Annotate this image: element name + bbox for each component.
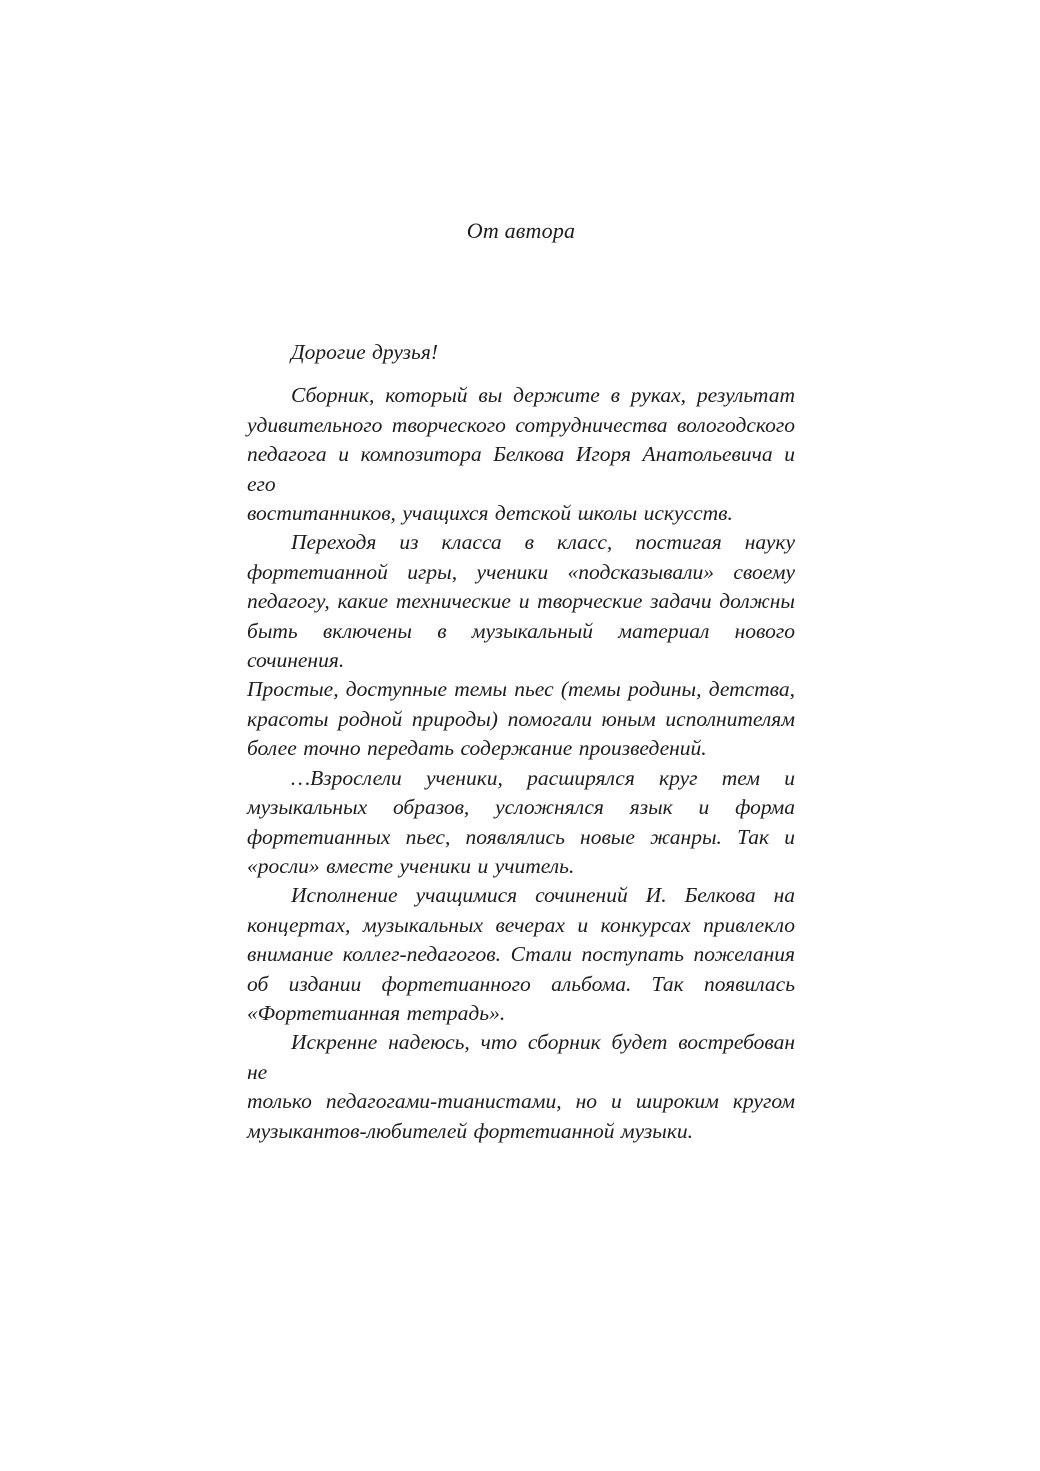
text-line: Простые, доступные темы пьес (темы родины, детства, [247, 677, 795, 702]
text-line: удивительного творческого сотрудничества вологодского [247, 412, 795, 437]
paragraph [247, 881, 795, 1028]
text-line: более точно передать содержание произведений. [247, 736, 707, 761]
text-line: «Фортетианная тетрадь». [247, 1000, 506, 1025]
text-line: музыкантов-любителей фортетианной музыки. [247, 1118, 694, 1143]
paragraph [247, 528, 795, 763]
text-line: Переходя из класса в класс, постигая науку [291, 530, 795, 555]
text-line: Сборник, который вы держите в руках, результат [291, 383, 795, 408]
page-title: От автора [466, 218, 576, 243]
paragraph [247, 381, 795, 528]
text-line: Исполнение учащимися сочинений И. Белкова на [291, 883, 795, 908]
text-line: Искренне надеюсь, что сборник будет востребован не [247, 1030, 795, 1084]
text-line: внимание коллег-педагогов. Стали поступать пожелания [247, 942, 795, 967]
text-line: быть включены в музыкальный материал нового сочинения. [247, 618, 795, 673]
paragraph [247, 1028, 795, 1146]
text-line: концертах, музыкальных вечерах и конкурсах привлекло [247, 912, 795, 937]
text-line: воститанников, учащихся детской школы искусств. [247, 501, 733, 526]
text-line: педагогу, какие технические и творческие задачи должны [247, 589, 795, 614]
text-line: педагога и композитора Белкова Игоря Анатольевича и его [247, 442, 795, 496]
text-line: об издании фортетианного альбома. Так появилась [247, 971, 795, 996]
body-text [247, 338, 795, 1146]
text-line: музыкальных образов, усложнялся язык и форма [247, 795, 795, 820]
text-line: фортетианных пьес, появлялись новые жанры. Так и [247, 824, 795, 849]
paragraph [247, 764, 795, 882]
text-line: …Взрослели ученики, расширялся круг тем и [291, 765, 795, 790]
text-line: «росли» вместе ученики и учитель. [247, 853, 575, 878]
text-line: только педагогами-тианистами, но и широким кругом [247, 1089, 795, 1114]
text-line: красоты родной природы) помогали юным исполнителям [247, 706, 795, 731]
text-line: фортетианной игры, ученики «подсказывали» своему [247, 559, 795, 584]
salutation-line: Дорогие друзья! [291, 340, 438, 364]
